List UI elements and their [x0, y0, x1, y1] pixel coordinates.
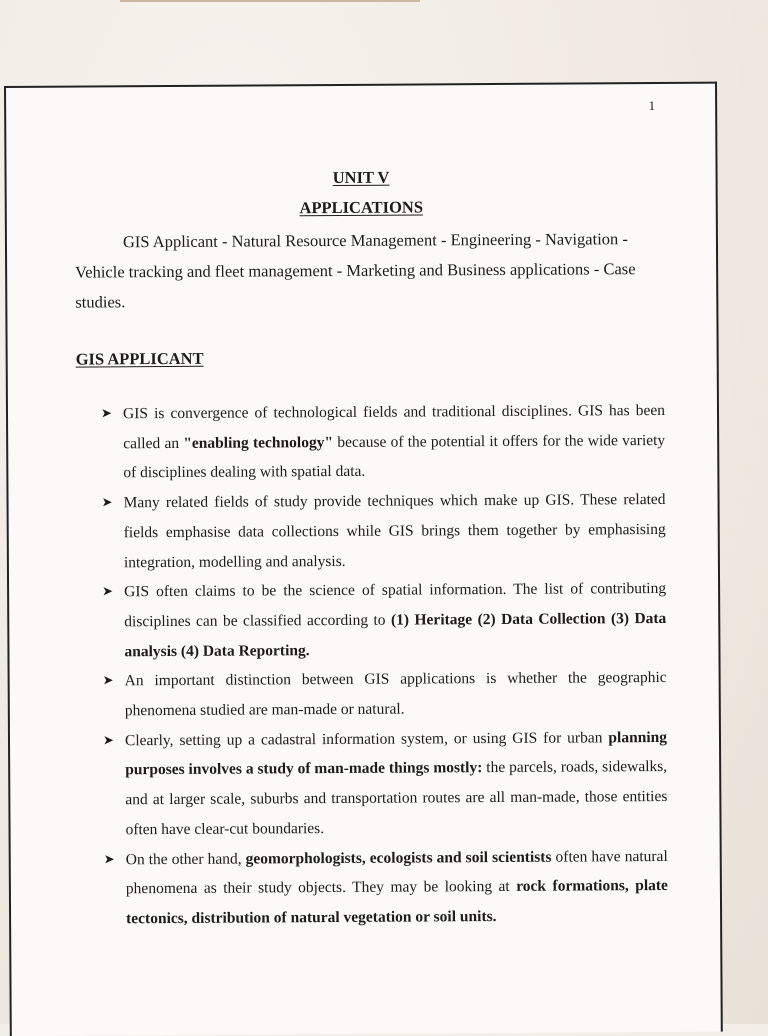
bullet-text: GIS often claims to be the science of spatial information. The list of contributing disciplines can be classified according to: [124, 580, 667, 631]
bullet-text: On the other hand,: [125, 850, 246, 868]
arrow-bullet-icon: ➤: [100, 406, 112, 422]
bullet-item: [102, 723, 668, 845]
bullet-bold-text: (1) Heritage (2) Data Collection (3) Data analysis (4) Data Reporting.: [124, 609, 667, 660]
bullet-text: Many related fields of study provide techniques which make up GIS. These related fields emphasise data collections while GIS brings them together by emphasising integration, modelling and analysis.: [123, 491, 666, 571]
arrow-bullet-icon: ➤: [102, 584, 114, 600]
bullet-bold-text: rock formations, plate tectonics, distribution of natural vegetation or soil units.: [126, 877, 668, 928]
page-number: 1: [648, 98, 656, 114]
bullet-text: because of the potential it offers for the wide variety of disciplines dealing with spatial data.: [123, 431, 666, 482]
bullet-bold-text: "enabling technology": [183, 433, 334, 452]
section-title: APPLICATIONS: [299, 197, 424, 218]
bullet-text: Clearly, setting up a cadastral information system, or using GIS for urban: [124, 729, 609, 750]
bullet-bold-text: planning purposes involves a study of man-made things mostly:: [125, 728, 668, 779]
bullet-list: [100, 396, 668, 934]
bullet-text: GIS is convergence of technological fields and traditional disciplines. GIS has been called an: [122, 401, 666, 452]
bullet-item: [102, 663, 667, 726]
bullet-item: [103, 842, 669, 935]
arrow-bullet-icon: ➤: [103, 851, 115, 867]
unit-title: UNIT V: [332, 167, 390, 187]
bullet-bold-text: geomorphologists, ecologists and soil scientists: [245, 848, 552, 868]
bullet-item: [103, 485, 666, 578]
arrow-bullet-icon: ➤: [102, 733, 114, 749]
bullet-text: An important distinction between GIS applications is whether the geographic phenomena studied are man-made or natural.: [124, 669, 667, 720]
bullet-item: [104, 574, 667, 667]
bullet-text: the parcels, roads, sidewalks, and at larger scale, suburbs and transportation routes are all man-made, those entities often have clear-cut boundaries.: [125, 758, 668, 839]
document-page: [4, 82, 723, 1036]
bullet-text: often have natural phenomena as their study objects. They may be looking at: [125, 847, 668, 898]
previous-page-edge: [120, 0, 420, 2]
intro-paragraph: GIS Applicant - Natural Resource Management - Engineering - Navigation - Vehicle tracking and fleet management - Marketing and Business applications - Case studies.: [75, 229, 636, 312]
section-heading: GIS APPLICANT: [75, 348, 204, 369]
arrow-bullet-icon: ➤: [101, 495, 113, 511]
bullet-item: [100, 396, 666, 489]
arrow-bullet-icon: ➤: [102, 673, 114, 689]
